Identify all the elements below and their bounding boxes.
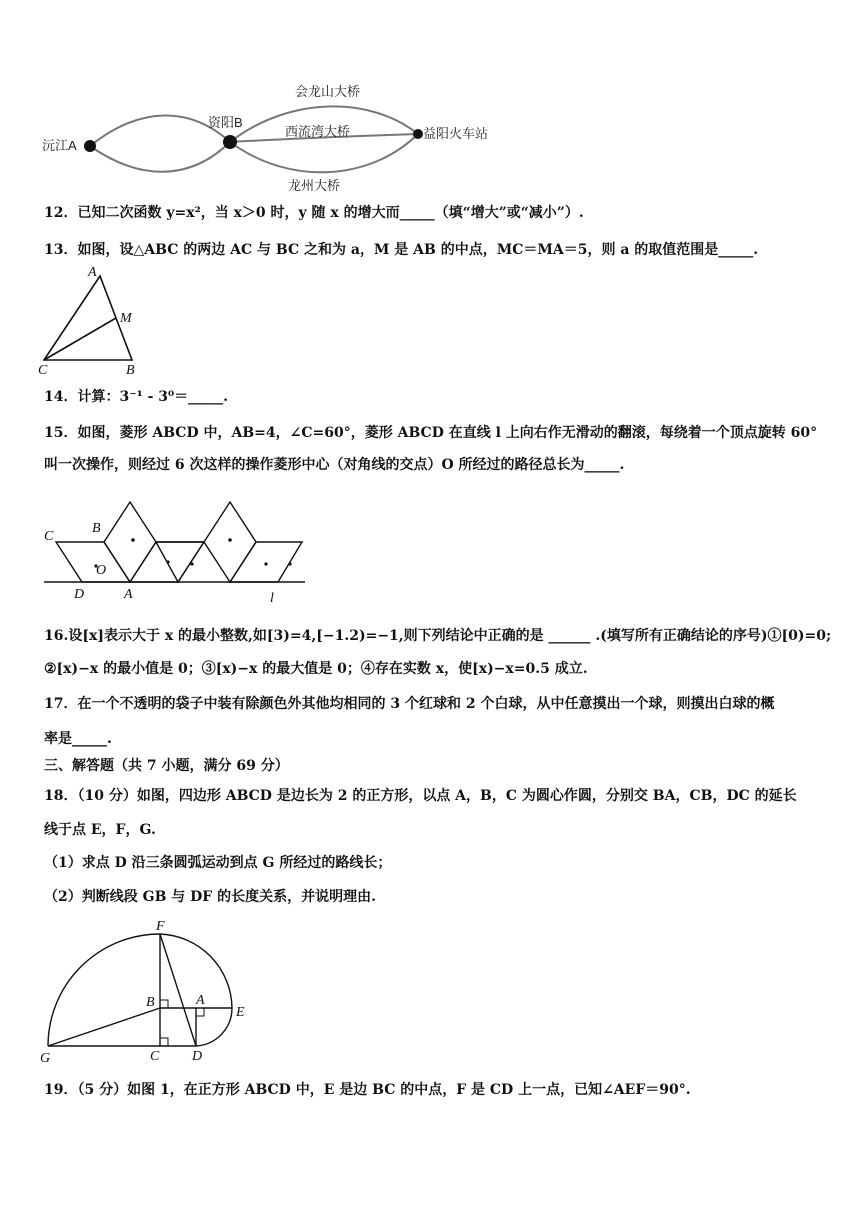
section-3-heading: 三、解答题（共 7 小题，满分 69 分） xyxy=(44,758,289,774)
question-16-line2: ②[x)−x 的最小值是 0；③[x)−x 的最大值是 0；④存在实数 x，使[x)−x=0.5 成立. xyxy=(44,661,588,677)
triangle-figure xyxy=(36,264,146,376)
question-15-line1: 15．如图，菱形 ABCD 中，AB=4，∠C=60°，菱形 ABCD 在直线 l 上向右作无滑动的翻滚，每绕着一个顶点旋转 60° xyxy=(44,425,818,441)
question-19: 19．（5 分）如图 1，在正方形 ABCD 中，E 是边 BC 的中点，F 是 CD 上一点，已知∠AEF＝90°. xyxy=(44,1082,691,1098)
question-18-part2: （2）判断线段 GB 与 DF 的长度关系，并说明理由. xyxy=(44,889,376,905)
label-d: D xyxy=(192,1049,203,1064)
top-bridge-label: 会龙山大桥 xyxy=(295,84,361,99)
label-e: E xyxy=(236,1005,245,1020)
label-a: A xyxy=(196,993,205,1008)
question-15-line2: 叫一次操作，则经过 6 次这样的操作菱形中心（对角线的交点）O 所经过的路径总长为_____. xyxy=(44,457,625,473)
label-d: D xyxy=(74,587,85,602)
mid-bridge-label: 西流湾大桥 xyxy=(285,124,351,139)
label-g: G xyxy=(40,1051,51,1066)
point-a xyxy=(84,140,96,152)
question-14: 14．计算：3⁻¹ - 3⁰＝_____. xyxy=(44,389,229,405)
question-18-part1: （1）求点 D 沿三条圆弧运动到点 G 所经过的路线长； xyxy=(44,855,392,871)
square-arcs-figure xyxy=(36,918,256,1066)
question-17-line1: 17．在一个不透明的袋子中装有除颜色外其他均相同的 3 个红球和 2 个白球，从中任意摸出一个球，则摸出白球的概 xyxy=(44,696,775,712)
question-18-line1: 18．（10 分）如图，四边形 ABCD 是边长为 2 的正方形，以点 A，B，C 为圆心作圆，分别交 BA，CB，DC 的延长 xyxy=(44,788,797,804)
question-17-line2: 率是_____. xyxy=(44,731,112,747)
label-a: A xyxy=(88,265,97,280)
label-c: C xyxy=(38,363,48,376)
bridge-route-figure xyxy=(40,76,510,198)
question-13: 13．如图，设△ABC 的两边 AC 与 BC 之和为 a，M 是 AB 的中点，MC＝MA＝5，则 a 的取值范围是_____. xyxy=(44,242,759,258)
label-m: M xyxy=(120,311,132,326)
left-label: 沅江A xyxy=(42,138,77,153)
question-18-line2: 线于点 E，F，G. xyxy=(44,822,156,838)
bottom-bridge-label: 龙州大桥 xyxy=(288,178,341,193)
right-label: 益阳火车站 xyxy=(423,126,489,141)
center-label: 资阳B xyxy=(208,115,243,130)
label-b: B xyxy=(126,363,135,376)
label-c: C xyxy=(44,529,54,544)
label-b: B xyxy=(92,521,101,536)
question-16-line1: 16.设[x]表示大于 x 的最小整数,如[3)=4,[−1.2)=−1,则下列结论中正确的是 ______ .(填写所有正确结论的序号)①[0)=0; xyxy=(44,628,832,644)
label-b: B xyxy=(146,995,155,1010)
label-c: C xyxy=(150,1049,160,1064)
point-b xyxy=(223,135,237,149)
label-f: F xyxy=(156,919,165,934)
label-l: l xyxy=(270,591,274,606)
route-bottom-left xyxy=(90,142,230,172)
label-a: A xyxy=(124,587,133,602)
point-station xyxy=(413,129,423,139)
label-o: O xyxy=(96,563,107,578)
question-12: 12．已知二次函数 y=x²，当 x＞0 时，y 随 x 的增大而_____（填“增大”或“减小”）. xyxy=(44,205,584,221)
rhombus-rolling-figure xyxy=(40,494,310,606)
